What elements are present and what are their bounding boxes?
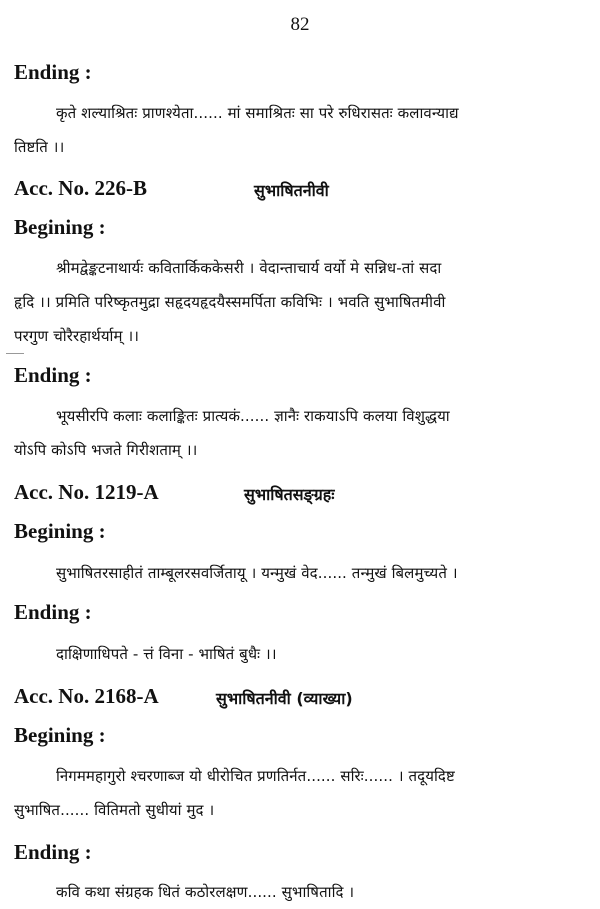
ending-heading: Ending : (14, 60, 92, 84)
ending-text-line: योऽपि कोऽपि भजते गिरीशताम् ।। (14, 441, 198, 459)
accession-number: Acc. No. 2168-A (14, 684, 159, 708)
begining-text-line: हृदि ।। प्रमिति परिष्कृतमुद्रा सहृदयहृदयैस्समर्पिता कविभिः । भवति सुभाषितमीवी (14, 293, 446, 311)
ending-heading: Ending : (14, 840, 92, 864)
work-title: सुभाषितनीवी (व्याख्या) (216, 689, 353, 708)
begining-text-line: निगममहागुरो श्चरणाब्ज यो धीरोचित प्रणतिर्नत...... सरिः...... । तदूयदिष्ट (56, 767, 455, 785)
begining-text-line: सुभाषितरसाहीतं ताम्बूलरसवर्जितायू । यन्मुखं वेद...... तन्मुखं बिलमुच्यते । (56, 564, 458, 582)
ending-text-line: भूयसीरपि कलाः कलाङ्कितः प्रात्यकं...... ज्ञानैः राकयाऽपि कलया विशुद्धया (56, 407, 450, 425)
ending-text-line: कृते शल्याश्रितः प्राणश्येता...... मां समाश्रितः सा परे रुधिरासतः कलावन्याद्य (56, 104, 459, 122)
accession-heading (14, 480, 335, 505)
ending-heading: Ending : (14, 600, 92, 624)
begining-text-line: परगुण चोरैरहार्थर्याम् ।। (14, 327, 140, 345)
ending-text-line: दाक्षिणाधिपते - त्तं विना - भाषितं बुधैः ।। (56, 645, 277, 663)
accession-heading (14, 684, 353, 709)
begining-heading: Begining : (14, 519, 106, 543)
begining-heading: Begining : (14, 215, 106, 239)
scan-mark (6, 353, 24, 354)
ending-heading: Ending : (14, 363, 92, 387)
accession-number: Acc. No. 1219-A (14, 480, 159, 504)
begining-text-line: श्रीमद्वेङ्कटनाथार्यः कवितार्किककेसरी । वेदान्ताचार्य वर्यो मे सन्निध-तां सदा (56, 259, 442, 277)
work-title: सुभाषितसङ्ग्रहः (244, 485, 335, 504)
accession-number: Acc. No. 226-B (14, 176, 147, 200)
page-number: 82 (290, 14, 310, 35)
ending-text-line: तिष्टति ।। (14, 138, 65, 156)
accession-heading (14, 176, 329, 201)
work-title: सुभाषितनीवी (254, 181, 329, 200)
ending-text-line: कवि कथा संग्रहक धितं कठोरलक्षण...... सुभाषितादि । (56, 883, 355, 901)
begining-heading: Begining : (14, 723, 106, 747)
begining-text-line: सुभाषित...... वितिमतो सुधीयां मुद । (14, 801, 215, 819)
